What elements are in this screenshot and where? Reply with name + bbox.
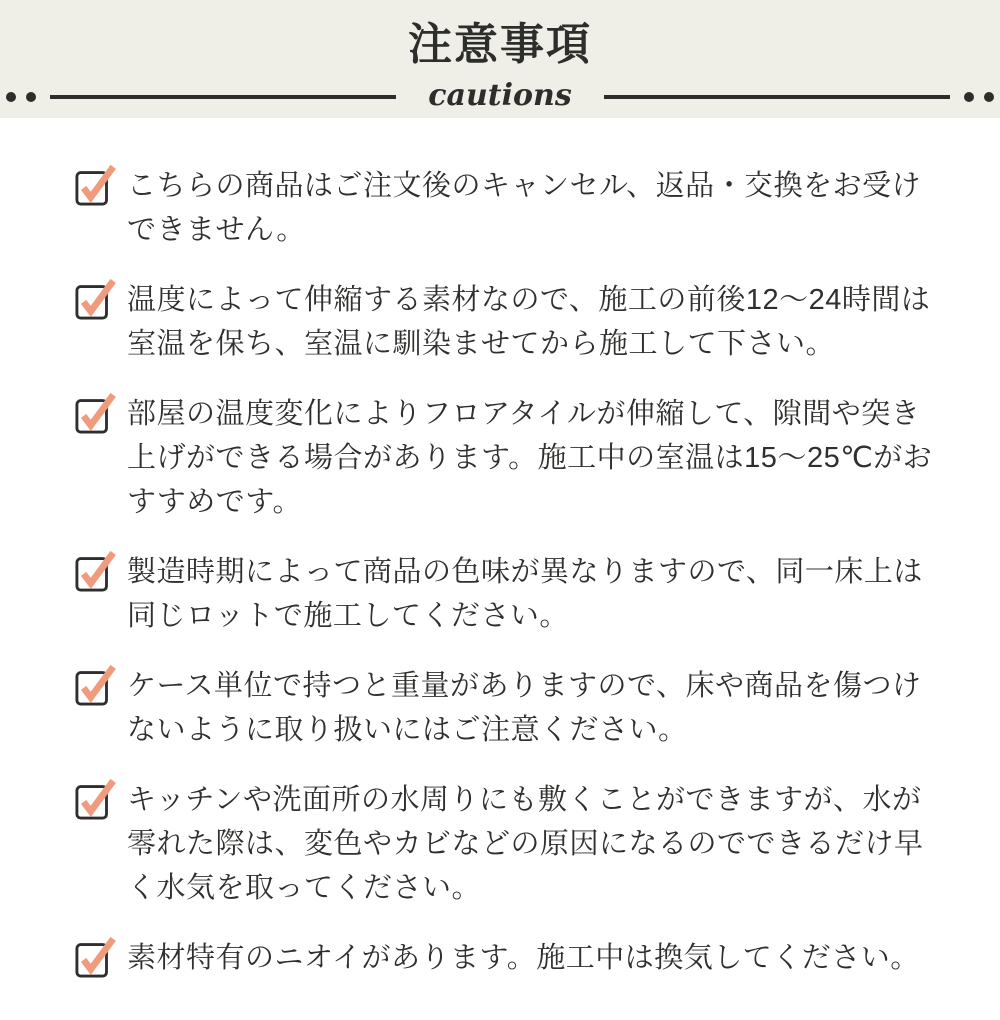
divider-dot — [964, 92, 974, 102]
checked-checkbox-icon — [74, 392, 118, 434]
checked-checkbox-icon — [74, 936, 118, 978]
divider-dot — [26, 92, 36, 102]
checked-checkbox-icon — [74, 664, 118, 706]
list-item — [74, 550, 948, 638]
caution-text: 製造時期によって商品の色味が異なりますので、同一床上は同じロットで施工してください。 — [127, 556, 923, 632]
cautions-body — [0, 118, 1000, 1020]
cautions-header — [0, 0, 1000, 118]
caution-text: 素材特有のニオイがあります。施工中は換気してください。 — [127, 942, 920, 974]
caution-text: 温度によって伸縮する素材なので、施工の前後12〜24時間は室温を保ち、室温に馴染ませてから施工して下さい。 — [127, 284, 931, 360]
caution-text: ケース単位で持つと重量がありますので、床や商品を傷つけないように取り扱いにはご注意ください。 — [127, 670, 922, 746]
page-title: 注意事項 — [408, 20, 592, 69]
header-divider — [0, 77, 1000, 114]
checked-checkbox-icon — [74, 550, 118, 592]
divider-line-left — [50, 95, 396, 99]
checked-checkbox-icon — [74, 278, 118, 320]
list-item — [74, 936, 948, 980]
list-item — [74, 392, 948, 524]
divider-dot — [6, 92, 16, 102]
divider-dots-left — [6, 92, 36, 102]
divider-dot — [984, 92, 994, 102]
divider-dots-right — [964, 92, 994, 102]
caution-text: こちらの商品はご注文後のキャンセル、返品・交換をお受けできません。 — [127, 170, 922, 246]
divider-line-right — [604, 95, 950, 99]
caution-text: キッチンや洗面所の水周りにも敷くことができますが、水が零れた際は、変色やカビなどの原因になるのでできるだけ早く水気を取ってください。 — [127, 784, 924, 904]
caution-text: 部屋の温度変化によりフロアタイルが伸縮して、隙間や突き上げができる場合があります。施工中の室温は15〜25℃がおすすめです。 — [127, 398, 933, 518]
cautions-list — [74, 164, 948, 980]
list-item — [74, 778, 948, 910]
checked-checkbox-icon — [74, 164, 118, 206]
list-item — [74, 664, 948, 752]
list-item — [74, 278, 948, 366]
list-item — [74, 164, 948, 252]
checked-checkbox-icon — [74, 778, 118, 820]
header-subtitle: cautions — [428, 77, 572, 113]
